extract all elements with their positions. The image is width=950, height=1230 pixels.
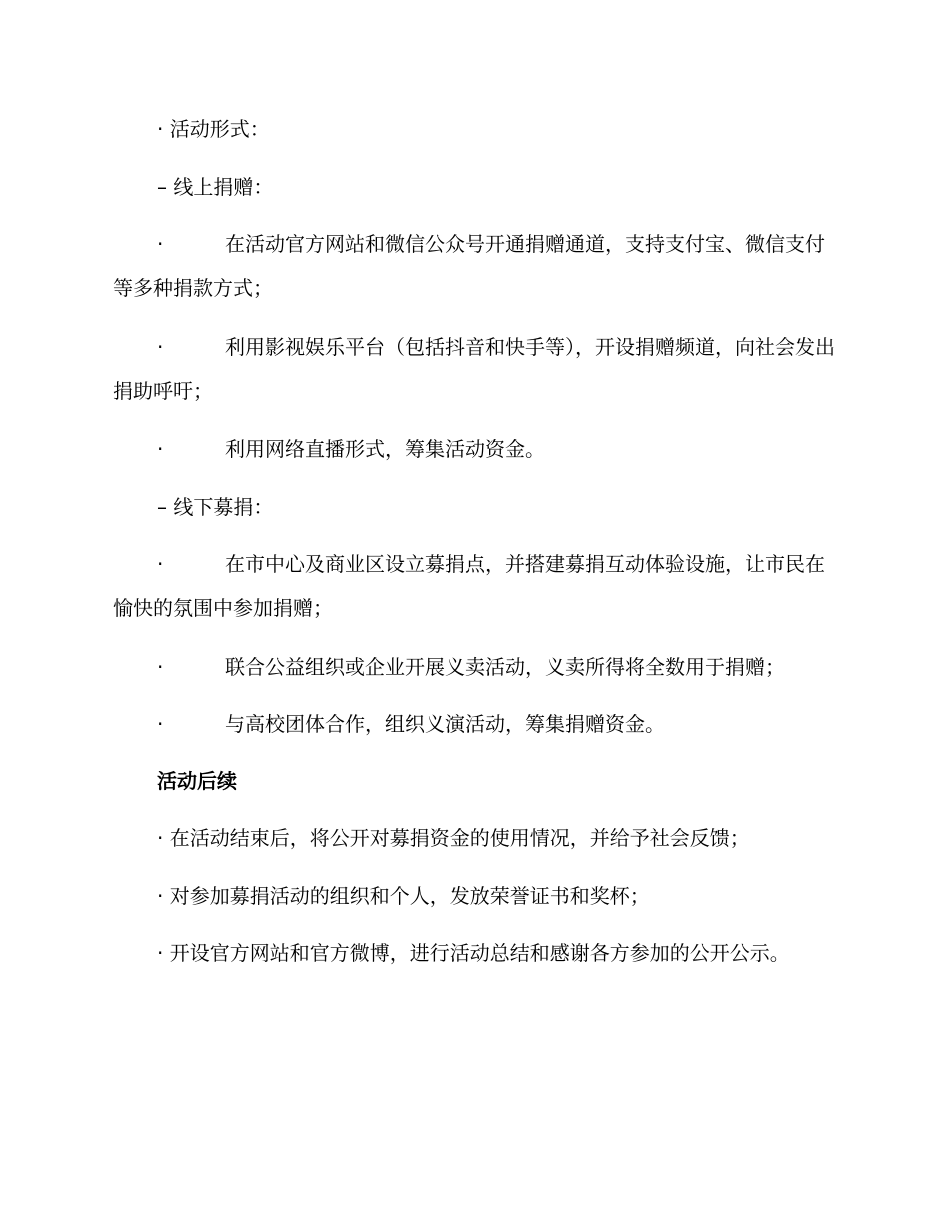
list-item-text: 利用影视娱乐平台（包括抖音和快手等），开设捐赠频道，向社会发出捐助呼吁； xyxy=(113,335,835,403)
list-item xyxy=(113,222,843,310)
list-item xyxy=(113,325,843,413)
online-donation-label: – 线上捐赠： xyxy=(157,175,274,199)
follow-up-item: · 在活动结束后，将公开对募捐资金的使用情况，并给予社会反馈； xyxy=(157,826,750,850)
bullet-marker: · xyxy=(157,552,164,576)
section-heading: 活动后续 xyxy=(157,769,237,793)
list-item-text: 联合公益组织或企业开展义卖活动，义卖所得将全数用于捐赠； xyxy=(225,655,785,679)
list-item xyxy=(113,542,843,630)
list-item xyxy=(113,427,843,471)
list-item-text: 与高校团体合作，组织义演活动，筹集捐赠资金。 xyxy=(225,712,665,736)
bullet-marker: · xyxy=(157,712,164,736)
list-item-text: 在市中心及商业区设立募捐点，并搭建募捐互动体验设施，让市民在愉快的氛围中参加捐赠； xyxy=(113,552,825,620)
list-item-text: 利用网络直播形式，筹集活动资金。 xyxy=(225,437,545,461)
follow-up-item: · 对参加募捐活动的组织和个人，发放荣誉证书和奖杯； xyxy=(157,884,650,908)
bullet-marker: · xyxy=(157,335,164,359)
bullet-marker: · xyxy=(157,655,164,679)
list-item-text: 在活动官方网站和微信公众号开通捐赠通道，支持支付宝、微信支付等多种捐款方式； xyxy=(113,232,825,300)
activity-form-label: · 活动形式： xyxy=(157,117,270,141)
offline-donation-label: – 线下募捐： xyxy=(157,495,274,519)
bullet-marker: · xyxy=(157,232,164,256)
follow-up-item: · 开设官方网站和官方微博，进行活动总结和感谢各方参加的公开公示。 xyxy=(157,941,790,965)
list-item xyxy=(113,702,843,746)
bullet-marker: · xyxy=(157,437,164,461)
list-item xyxy=(113,645,843,689)
